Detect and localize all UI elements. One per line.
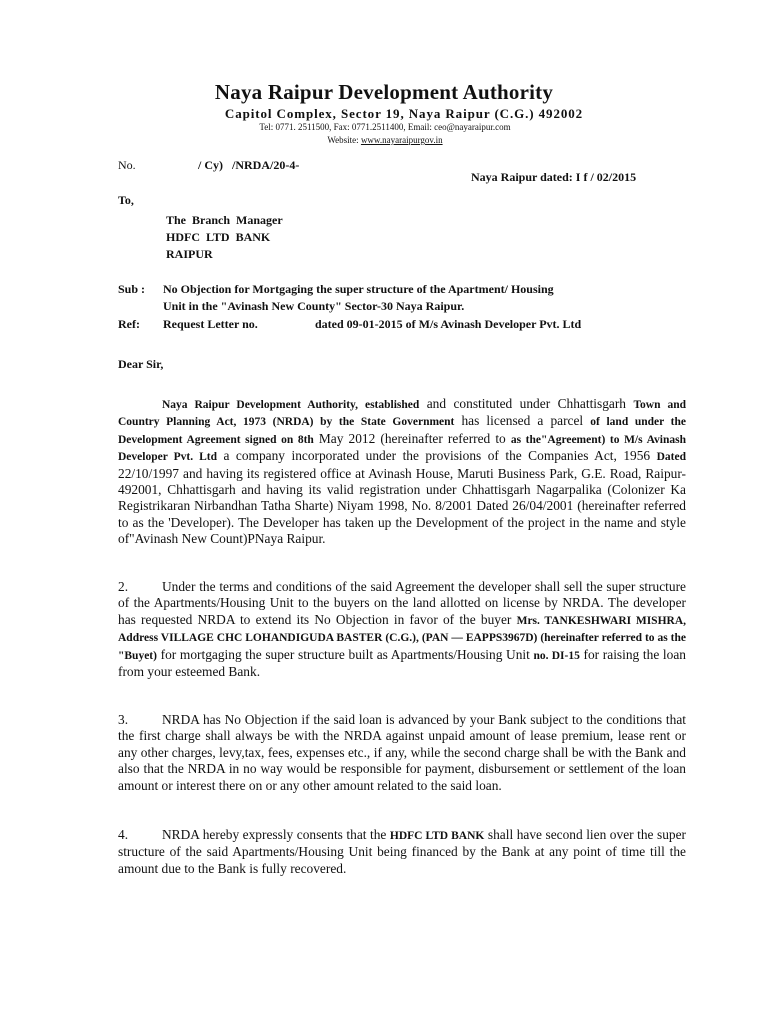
salutation: Dear Sir, — [118, 357, 164, 371]
addressee-line-3: RAIPUR — [166, 247, 213, 261]
reference-text-a: Request Letter no. — [163, 317, 258, 331]
subject-line-2: Unit in the "Avinash New County" Sector-30 Naya Raipur. — [163, 299, 465, 313]
org-address: Capitol Complex, Sector 19, Naya Raipur (C.G.) 492002 — [224, 106, 584, 121]
reference-text-b: dated 09-01-2015 of M/s Avinash Developer Pvt. Ltd — [315, 317, 582, 331]
paragraph-3: 3. NRDA has No Objection if the said loan is advanced by your Bank subject to the conditions that the first charge shall always be with the NRDA against unpaid amount of lease premium, lease rent or any other charges, levy,tax, fees, expenses etc., if any, while the second charge shall be with the Bank and also that the NRDA in no way would be responsible for payment, disbursement or settlement of the loan amount or interest there on or any other amount related to the said loan. — [118, 712, 686, 793]
letter-date: Naya Raipur dated: I f / 02/2015 — [471, 170, 637, 184]
org-contact: Tel: 0771. 2511500, Fax: 0771.2511400, Email: ceo@nayaraipur.com — [259, 122, 511, 132]
to-label: To, — [118, 193, 134, 207]
reference-label: Ref: — [118, 317, 140, 331]
website-link[interactable]: www.nayaraipurgov.in — [360, 135, 443, 145]
paragraph-2-number: 2. — [118, 579, 129, 594]
paragraph-4: 4. NRDA hereby expressly consents that the HDFC LTD BANK shall have second lien over the super structure of the said Apartments/Housing Unit being financed by the Bank at any point of time till the amount due to the Bank is fully recovered. — [118, 827, 686, 876]
paragraph-1: Naya Raipur Development Authority, established and constituted under Chhattisgarh Town and Country Planning Act, 1973 (NRDA) by the State Government has licensed a parcel of land under the Development Agreement signed on 8th May 2012 (hereinafter referred to as the"Agreement) to M/s Avinash Developer Pvt. Ltd a company incorporated under the provisions of the Companies Act, 1956 Dated 22/10/1997 and having its registered office at Avinash House, Maruti Business Park, G.E. Road, Raipur-492001, Chhattisgarh and having its valid registration under Chhattisgarh Nagarpalika (Colonizer Ka Registrikaran Nirbandhan Tatha Sharte) Niyam 1998, No. 8/2001 Dated 26/04/2001 (hereinafter referred to as the 'Developer). The Developer has taken up the Development of the project in the name and style of"Avinash New Count)PNaya Raipur. — [118, 396, 686, 547]
ref-no-value: / Cy) /NRDA/20-4- — [198, 158, 300, 172]
org-website-line — [0, 135, 768, 145]
addressee-line-2: HDFC LTD BANK — [166, 230, 271, 244]
ref-no-label: No. — [118, 158, 136, 172]
subject-line-1: No Objection for Mortgaging the super structure of the Apartment/ Housing — [163, 282, 554, 296]
paragraph-2: 2. Under the terms and conditions of the said Agreement the developer shall sell the super structure of the Apartments/Housing Unit to the buyers on the land allotted on license by NRDA. The developer has requested NRDA to extend its No Objection in favor of the buyer Mrs. TANKESHWARI MISHRA, Address VILLAGE CHC LOHANDIGUDA BASTER (C.G.), (PAN — EAPPS3967D) (hereinafter referred to as the "Buyet) for mortgaging the super structure built as Apartments/Housing Unit no. DI-15 for raising the loan from your esteemed Bank. — [118, 579, 687, 680]
paragraph-4-number: 4. — [118, 827, 129, 842]
website-label: Website: — [327, 135, 359, 145]
org-name: Naya Raipur Development Authority — [214, 80, 554, 104]
paragraph-3-number: 3. — [118, 712, 129, 727]
addressee-line-1: The Branch Manager — [166, 213, 283, 227]
subject-label: Sub : — [118, 282, 146, 296]
